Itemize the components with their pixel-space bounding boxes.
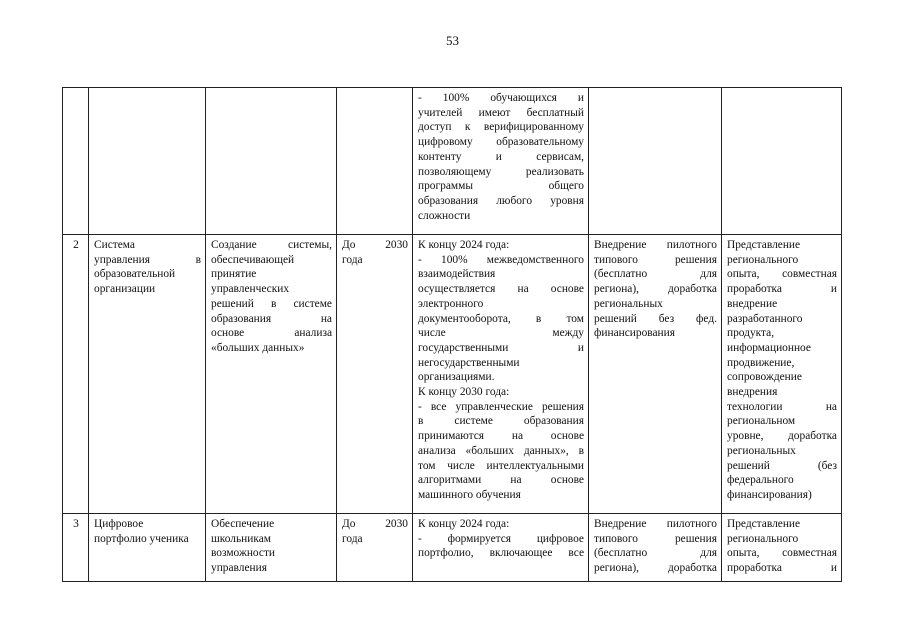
technology-name-line: портфолио ученика [94, 532, 189, 545]
support-text-line: региональных [727, 444, 796, 457]
indicators-text-line: позволяющему реализовать [418, 165, 584, 178]
deadline-unit: года [342, 253, 363, 266]
indicators-text-line: - все управленческие решения [418, 400, 584, 413]
implementation-text-line: Внедрение пилотного [594, 518, 717, 530]
indicators-text-line: учителей имеют бесплатный [418, 106, 584, 119]
implementation-text [589, 88, 722, 235]
goal-text-line: «больших данных» [211, 341, 305, 354]
support-text-line: Представление [727, 239, 801, 251]
support-text-line: проработка и [727, 283, 837, 296]
goal-text-line: Обеспечение [211, 518, 275, 530]
indicators-text-line: портфолио, включающее все [418, 547, 584, 560]
goal-text-line: образования на [211, 312, 332, 325]
row-number [63, 88, 89, 235]
indicators-text-line: в системе образования [418, 415, 584, 428]
indicators-text-line: взаимодействия [418, 268, 496, 281]
indicators-text-line: доступ к верифицированному [418, 121, 584, 134]
indicators-text-line: - 100% межведомственного [418, 253, 584, 266]
deadline-cell [337, 88, 413, 235]
support-text-line: проработка и [727, 562, 837, 575]
support-text-line: внедрения [727, 386, 778, 399]
technology-name-line: Цифровое [94, 518, 144, 530]
goal-text-line: управленческих [211, 283, 290, 296]
indicators-text-line: К концу 2024 года: [418, 239, 510, 251]
implementation-text-line: (бесплатно для [594, 547, 717, 560]
indicators-text-line: осуществляется на основе [418, 283, 584, 296]
implementation-text-line: типового решения [594, 253, 717, 266]
indicators-text-line: машинного обучения [418, 488, 521, 501]
deadline-year: 2030 [385, 518, 408, 530]
goal-text [206, 514, 337, 582]
indicators-text-line: К концу 2030 года: [418, 386, 510, 399]
support-text [722, 88, 842, 235]
support-text [722, 514, 842, 582]
technology-name [89, 88, 206, 235]
table-row [63, 235, 842, 514]
support-text-line: информационное [727, 341, 811, 354]
indicators-text-line: - 100% обучающихся и [418, 92, 584, 104]
deadline-cell [337, 514, 413, 582]
goal-text-line: основе анализа [211, 327, 332, 340]
implementation-text-line: Внедрение пилотного [594, 239, 717, 251]
indicators-text-line: К концу 2024 года: [418, 518, 510, 530]
deadline-word: До [342, 239, 356, 251]
indicators-text-line: анализа «больших данных», в [418, 444, 584, 457]
indicators-text-line: контенту и сервисам, [418, 150, 584, 163]
support-text-line: регионального [727, 532, 799, 545]
support-text-line: сопровождение [727, 371, 802, 384]
indicators-text-line: числе между [418, 327, 584, 340]
implementation-text-line: региона), доработка [594, 562, 717, 575]
support-text-line: продвижение, [727, 356, 795, 369]
indicators-text-line: цифровому образовательному [418, 136, 584, 149]
technology-name [89, 514, 206, 582]
support-text [722, 235, 842, 514]
support-text-line: технологии на [727, 400, 837, 413]
implementation-text-line: региона), доработка [594, 283, 717, 296]
goal-text-line: Создание системы, [211, 239, 332, 251]
goal-text-line: принятие [211, 268, 257, 281]
support-text-line: Представление [727, 518, 801, 530]
support-text-line: разработанного [727, 312, 803, 325]
goal-text-line: обеспечивающей [211, 253, 295, 266]
support-text-line: регионального [727, 253, 799, 266]
technology-name-line: управления в [94, 253, 201, 266]
page-number: 53 [446, 33, 459, 48]
row-number: 2 [63, 235, 89, 514]
technology-name-line: Система [94, 239, 135, 251]
indicators-text-line: организациями. [418, 371, 495, 384]
support-text-line: опыта, совместная [727, 547, 837, 560]
deadline-word: До [342, 518, 356, 530]
document-table [62, 87, 842, 582]
support-text-line: федерального [727, 474, 794, 487]
technology-name [89, 235, 206, 514]
indicators-text [413, 235, 589, 514]
indicators-text-line: программы общего [418, 180, 584, 193]
support-text-line: решений (без [727, 459, 837, 472]
indicators-text-line: принимаются на основе [418, 430, 584, 443]
implementation-text-line: решений без фед. [594, 312, 717, 325]
deadline-unit: года [342, 532, 363, 545]
indicators-text-line: - формируется цифровое [418, 532, 584, 545]
goal-text-line: школьникам [211, 532, 271, 545]
table-row [63, 88, 842, 235]
goal-text-line: решений в системе [211, 297, 332, 310]
goal-text-line: возможности [211, 547, 276, 560]
implementation-text [589, 514, 722, 582]
deadline-year: 2030 [385, 239, 408, 251]
implementation-text-line: (бесплатно для [594, 268, 717, 281]
indicators-text-line: государственными и [418, 341, 584, 354]
indicators-text [413, 88, 589, 235]
goal-text [206, 88, 337, 235]
goal-text [206, 235, 337, 514]
support-text-line: уровне, доработка [727, 430, 837, 443]
indicators-text-line: алгоритмами на основе [418, 474, 584, 487]
implementation-text-line: региональных [594, 297, 663, 310]
indicators-text-line: том числе интеллектуальными [418, 459, 584, 472]
implementation-text-line: финансирования [594, 327, 675, 340]
indicators-text-line: сложности [418, 209, 471, 222]
indicators-text [413, 514, 589, 582]
support-text-line: внедрение [727, 297, 778, 310]
indicators-text-line: образования любого уровня [418, 194, 584, 207]
support-text-line: продукта, [727, 327, 775, 340]
goal-text-line: управления [211, 562, 267, 575]
support-text-line: опыта, совместная [727, 268, 837, 281]
table-row [63, 514, 842, 582]
implementation-text [589, 235, 722, 514]
technology-name-line: организации [94, 283, 156, 296]
row-number: 3 [63, 514, 89, 582]
deadline-cell [337, 235, 413, 514]
indicators-text-line: документооборота, в том [418, 312, 584, 325]
technology-name-line: образовательной [94, 268, 176, 281]
support-text-line: финансирования) [727, 488, 812, 501]
support-text-line: региональном [727, 415, 796, 428]
indicators-text-line: негосударственными [418, 356, 520, 369]
indicators-text-line: электронного [418, 297, 484, 310]
implementation-text-line: типового решения [594, 532, 717, 545]
